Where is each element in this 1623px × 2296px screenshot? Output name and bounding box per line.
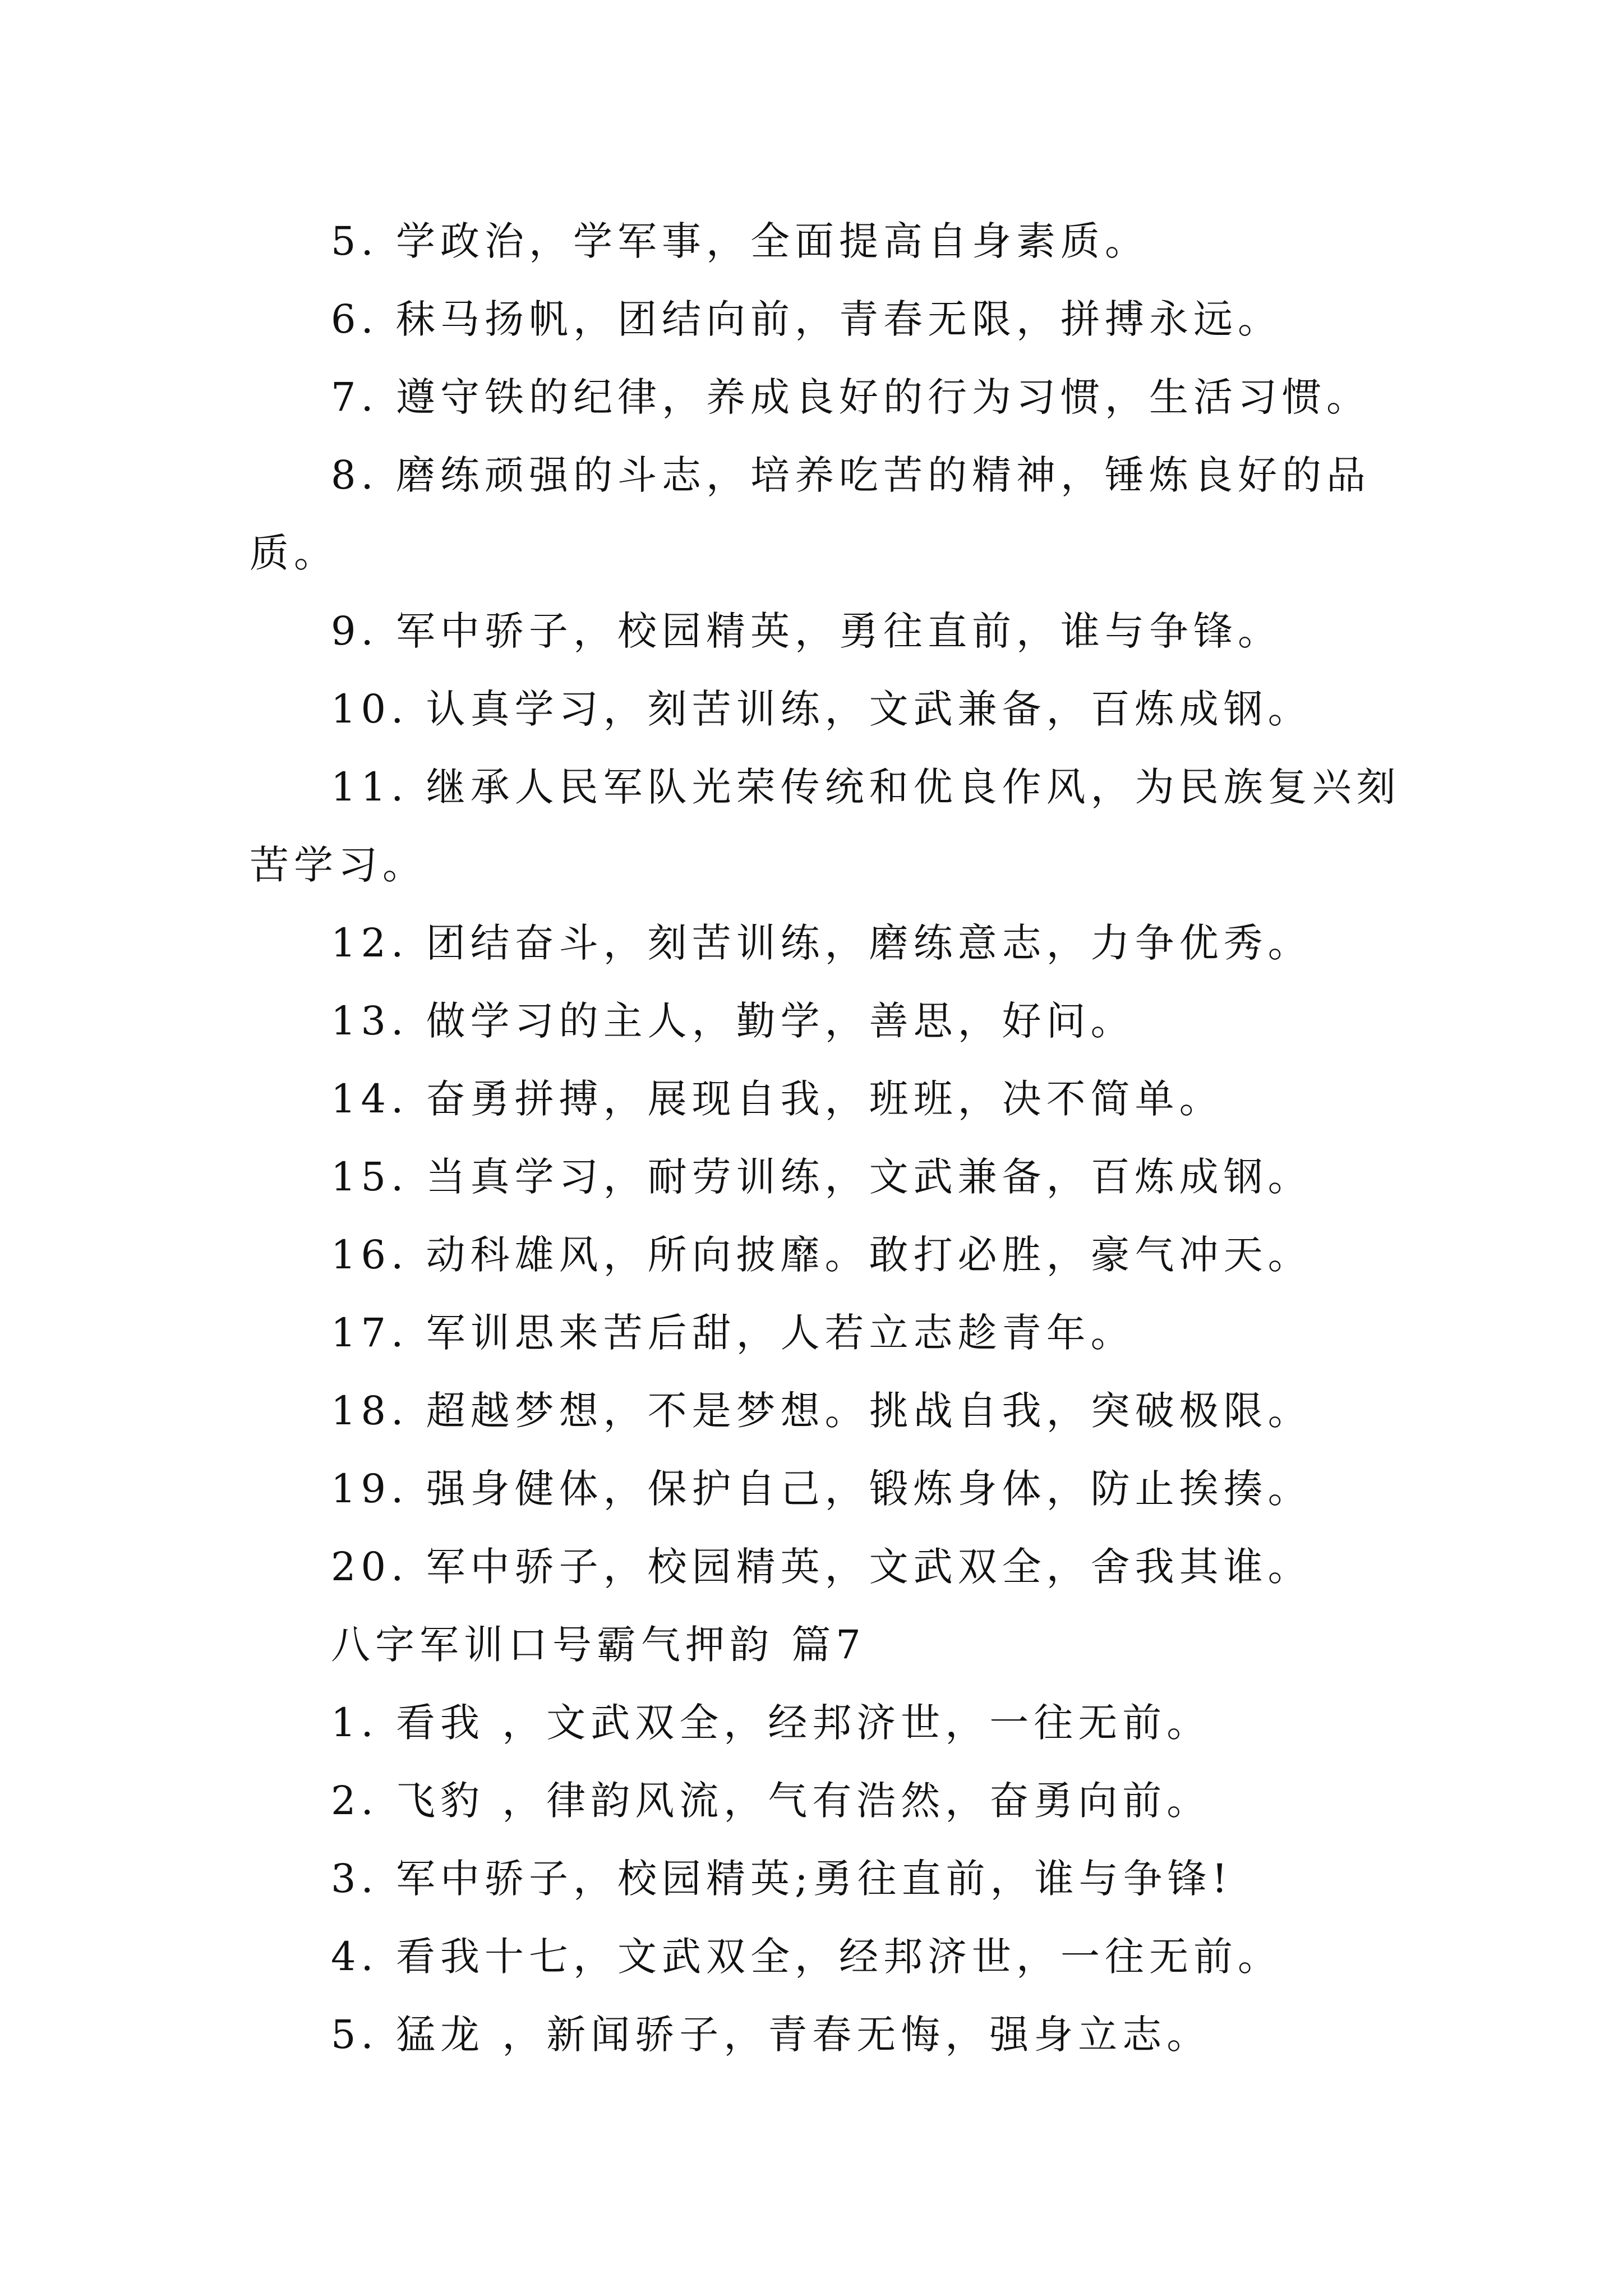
slogan-line: 4. 看我十七，文武双全，经邦济世，一往无前。 <box>331 1934 1283 1980</box>
slogan-line: 17. 军训思来苦后甜，人若立志趁青年。 <box>331 1310 1135 1356</box>
slogan-line: 5. 猛龙 ，新闻骄子，青春无悔，强身立志。 <box>331 2012 1211 2058</box>
slogan-line: 12. 团结奋斗，刻苦训练，磨练意志，力争优秀。 <box>331 920 1312 966</box>
slogan-line: 2. 飞豹 ，律韵风流，气有浩然，奋勇向前。 <box>331 1778 1211 1824</box>
slogan-line: 8. 磨练顽强的斗志，培养吃苦的精神，锤炼良好的品 <box>331 452 1371 498</box>
slogan-line-continuation: 苦学习。 <box>250 842 427 888</box>
section-heading: 八字军训口号霸气押韵 篇7 <box>331 1622 866 1668</box>
slogan-line: 16. 动科雄风，所向披靡。敢打必胜，豪气冲天。 <box>331 1232 1312 1278</box>
slogan-line: 14. 奋勇拼搏，展现自我，班班，决不简单。 <box>331 1076 1224 1122</box>
slogan-line: 7. 遵守铁的纪律，养成良好的行为习惯，生活习惯。 <box>331 374 1371 420</box>
slogan-line: 9. 军中骄子，校园精英，勇往直前，谁与争锋。 <box>331 608 1283 654</box>
slogan-line: 18. 超越梦想，不是梦想。挑战自我，突破极限。 <box>331 1388 1312 1434</box>
slogan-line-continuation: 质。 <box>250 530 338 576</box>
slogan-line: 11. 继承人民军队光荣传统和优良作风，为民族复兴刻 <box>331 764 1401 810</box>
slogan-line: 6. 秣马扬帆，团结向前，青春无限，拼搏永远。 <box>331 296 1283 342</box>
slogan-line: 19. 强身健体，保护自己，锻炼身体，防止挨揍。 <box>331 1466 1312 1512</box>
slogan-line: 5. 学政治，学军事，全面提高自身素质。 <box>331 218 1150 264</box>
slogan-line: 15. 当真学习，耐劳训练，文武兼备，百炼成钢。 <box>331 1154 1312 1200</box>
slogan-line: 3. 军中骄子，校园精英;勇往直前，谁与争锋! <box>331 1856 1233 1902</box>
slogan-line: 20. 军中骄子，校园精英，文武双全，舍我其谁。 <box>331 1544 1312 1590</box>
slogan-line: 1. 看我 ，文武双全，经邦济世，一往无前。 <box>331 1700 1211 1746</box>
slogan-line: 13. 做学习的主人，勤学，善思，好问。 <box>331 998 1135 1044</box>
slogan-line: 10. 认真学习，刻苦训练，文武兼备，百炼成钢。 <box>331 686 1312 732</box>
